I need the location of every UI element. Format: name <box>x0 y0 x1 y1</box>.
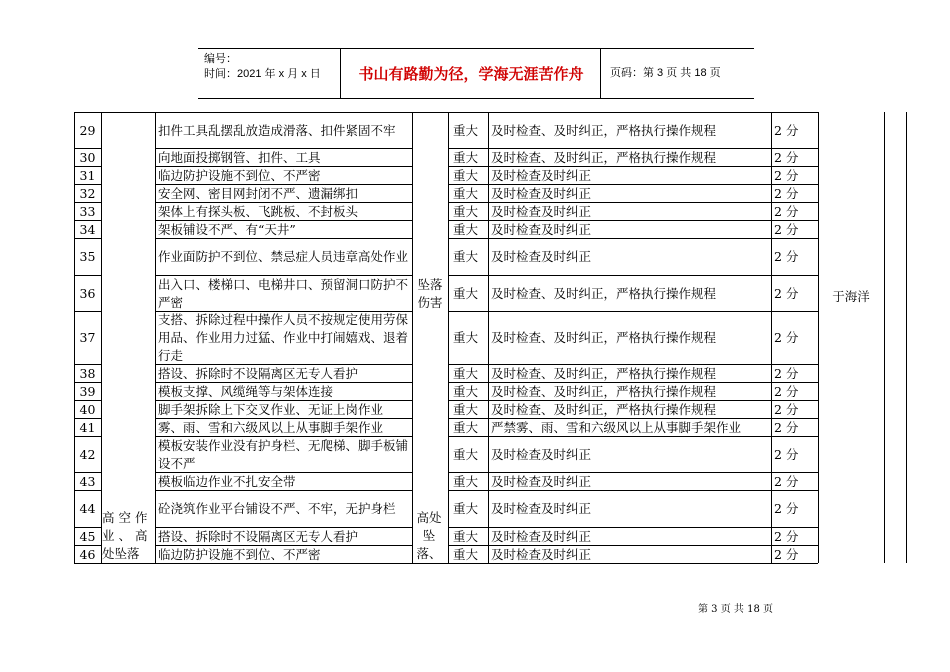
row-number: 36 <box>79 285 96 301</box>
score: 2 分 <box>774 446 799 462</box>
category-fall-injury <box>414 276 446 312</box>
risk-level: 重大 <box>453 383 479 399</box>
control-measure: 及时检查、及时纠正，严格执行操作规程 <box>491 383 717 399</box>
score: 2 分 <box>774 221 799 237</box>
risk-level: 重大 <box>453 401 479 417</box>
risk-level: 重大 <box>453 473 479 489</box>
risk-level: 重大 <box>453 221 479 237</box>
table-v-rule <box>771 112 772 563</box>
score: 2 分 <box>774 419 799 435</box>
control-measure: 及时检查、及时纠正，严格执行操作规程 <box>491 285 717 301</box>
score: 2 分 <box>774 203 799 219</box>
control-measure: 及时检查、及时纠正，严格执行操作规程 <box>491 149 717 165</box>
control-measure: 及时检查及时纠正 <box>491 501 592 516</box>
score: 2 分 <box>774 185 799 201</box>
hazard-description: 支搭、拆除过程中操作人员不按规定使用劳保用品、作业用力过猛、作业中打闹嬉戏、退着行走 <box>158 312 409 363</box>
category-work-top: 高 空 作 <box>102 510 148 525</box>
control-measure: 及时检查及时纠正 <box>491 528 592 544</box>
score: 2 分 <box>774 167 799 183</box>
risk-level: 重大 <box>453 203 479 219</box>
control-measure: 及时检查及时纠正 <box>491 473 592 489</box>
score: 2 分 <box>774 249 799 264</box>
category-fall2-mid: 坠 <box>422 528 436 543</box>
score: 2 分 <box>774 401 799 417</box>
hazard-description: 模板临边作业不扎安全带 <box>158 473 296 489</box>
table-h-rule <box>101 112 155 113</box>
header-motto: 书山有路勤为径，学海无涯苦作舟 <box>358 65 584 83</box>
control-measure: 及时检查及时纠正 <box>491 546 592 562</box>
category-fall2-bot: 落、 <box>416 546 442 561</box>
hazard-description: 模板安装作业没有护身栏、无爬梯、脚手板铺设不严 <box>158 437 409 471</box>
score: 2 分 <box>774 149 799 165</box>
risk-level: 重大 <box>453 419 479 435</box>
time-label: 时间：2021 年 x 月 x 日 <box>204 68 321 80</box>
control-measure: 及时检查、及时纠正，严格执行操作规程 <box>491 365 717 381</box>
score: 2 分 <box>774 285 799 301</box>
hazard-description: 搭设、拆除时不设隔离区无专人看护 <box>158 528 359 544</box>
hazard-description: 临边防护设施不到位、不严密 <box>158 167 321 183</box>
category-fall2-top: 高处 <box>416 510 442 525</box>
risk-level: 重大 <box>453 546 479 562</box>
risk-level: 重大 <box>453 149 479 165</box>
control-measure: 及时检查及时纠正 <box>491 221 592 237</box>
responsible-person: 于海洋 <box>832 289 870 304</box>
control-measure: 及时检查、及时纠正，严格执行操作规程 <box>491 401 717 417</box>
hazard-description: 脚手架拆除上下交叉作业、无证上岗作业 <box>158 401 384 417</box>
table-v-rule <box>101 112 102 563</box>
control-measure: 及时检查及时纠正 <box>491 203 592 219</box>
row-number: 42 <box>79 446 96 462</box>
hazard-description: 砼浇筑作业平台铺设不严、不牢，无护身栏 <box>158 501 396 516</box>
hazard-description: 搭设、拆除时不设隔离区无专人看护 <box>158 365 359 381</box>
risk-level: 重大 <box>453 501 479 516</box>
header-meta <box>204 52 321 82</box>
table-h-rule <box>412 563 448 564</box>
score: 2 分 <box>774 473 799 489</box>
control-measure: 及时检查及时纠正 <box>491 446 592 462</box>
control-measure: 及时检查及时纠正 <box>491 249 592 264</box>
hazard-description: 架体上有探头板、飞跳板、不封板头 <box>158 203 359 219</box>
table-v-rule <box>884 112 885 563</box>
category-work-mid: 业 、 高 <box>102 528 148 543</box>
category-work-bot: 处坠落 <box>102 546 140 561</box>
hazard-description: 模板支撑、风缆绳等与架体连接 <box>158 383 334 399</box>
score: 2 分 <box>774 330 799 345</box>
hazard-description: 雾、雨、雪和六级风以上从事脚手架作业 <box>158 419 384 435</box>
risk-level: 重大 <box>453 365 479 381</box>
score: 2 分 <box>774 122 799 138</box>
row-number: 40 <box>79 401 96 417</box>
control-measure: 及时检查及时纠正 <box>491 167 592 183</box>
control-measure: 及时检查、及时纠正，严格执行操作规程 <box>491 122 717 138</box>
hazard-description: 扣件工具乱摆乱放造成滑落、扣件紧固不牢 <box>158 122 396 138</box>
row-number: 46 <box>79 546 96 562</box>
table-v-rule <box>412 112 413 563</box>
risk-level: 重大 <box>453 249 479 264</box>
row-number: 31 <box>79 167 96 183</box>
table-h-rule <box>101 563 155 564</box>
score: 2 分 <box>774 501 799 516</box>
table-v-rule <box>448 112 449 563</box>
score: 2 分 <box>774 528 799 544</box>
table-v-rule <box>488 112 489 563</box>
category-fall-text: 坠落 伤害 <box>417 277 443 310</box>
risk-level: 重大 <box>453 122 479 138</box>
table-v-rule <box>155 112 156 563</box>
code-label: 编号： <box>204 53 237 65</box>
page-footer: 第 3 页 共 18 页 <box>698 604 773 615</box>
risk-level: 重大 <box>453 446 479 462</box>
control-measure: 及时检查、及时纠正，严格执行操作规程 <box>491 330 717 345</box>
risk-level: 重大 <box>453 167 479 183</box>
row-number: 33 <box>79 203 96 219</box>
table-h-rule <box>412 112 448 113</box>
hazard-description: 安全网、密目网封闭不严、遗漏绑扣 <box>158 185 359 201</box>
control-measure: 及时检查及时纠正 <box>491 185 592 201</box>
row-number: 34 <box>79 221 96 237</box>
row-number: 41 <box>79 419 96 435</box>
row-number: 30 <box>79 149 96 165</box>
row-number: 38 <box>79 365 96 381</box>
risk-level: 重大 <box>453 185 479 201</box>
category-work-at-height <box>102 509 156 563</box>
hazard-description: 作业面防护不到位、禁忌症人员违章高处作业 <box>158 249 409 264</box>
risk-level: 重大 <box>453 285 479 301</box>
row-number: 37 <box>79 330 96 345</box>
table-v-rule <box>906 112 907 563</box>
row-number: 32 <box>79 185 96 201</box>
hazard-description: 出入口、楼梯口、电梯井口、预留洞口防护不严密 <box>158 276 409 310</box>
hazard-description: 向地面投掷钢管、扣件、工具 <box>158 149 321 165</box>
row-number: 45 <box>79 528 96 544</box>
score: 2 分 <box>774 365 799 381</box>
row-number: 43 <box>79 473 96 489</box>
table-v-rule <box>818 112 819 563</box>
risk-level: 重大 <box>453 330 479 345</box>
row-number: 29 <box>79 122 96 138</box>
score: 2 分 <box>774 546 799 562</box>
row-number: 39 <box>79 383 96 399</box>
row-number: 35 <box>79 249 96 264</box>
category-fall-2 <box>412 509 446 563</box>
header-page-number: 页码：第 3 页 共 18 页 <box>610 67 721 79</box>
hazard-description: 临边防护设施不到位、不严密 <box>158 546 321 562</box>
risk-level: 重大 <box>453 528 479 544</box>
score: 2 分 <box>774 383 799 399</box>
hazard-description: 架板铺设不严、有“天井” <box>158 221 296 237</box>
control-measure: 严禁雾、雨、雪和六级风以上从事脚手架作业 <box>491 419 742 435</box>
row-number: 44 <box>79 501 96 516</box>
